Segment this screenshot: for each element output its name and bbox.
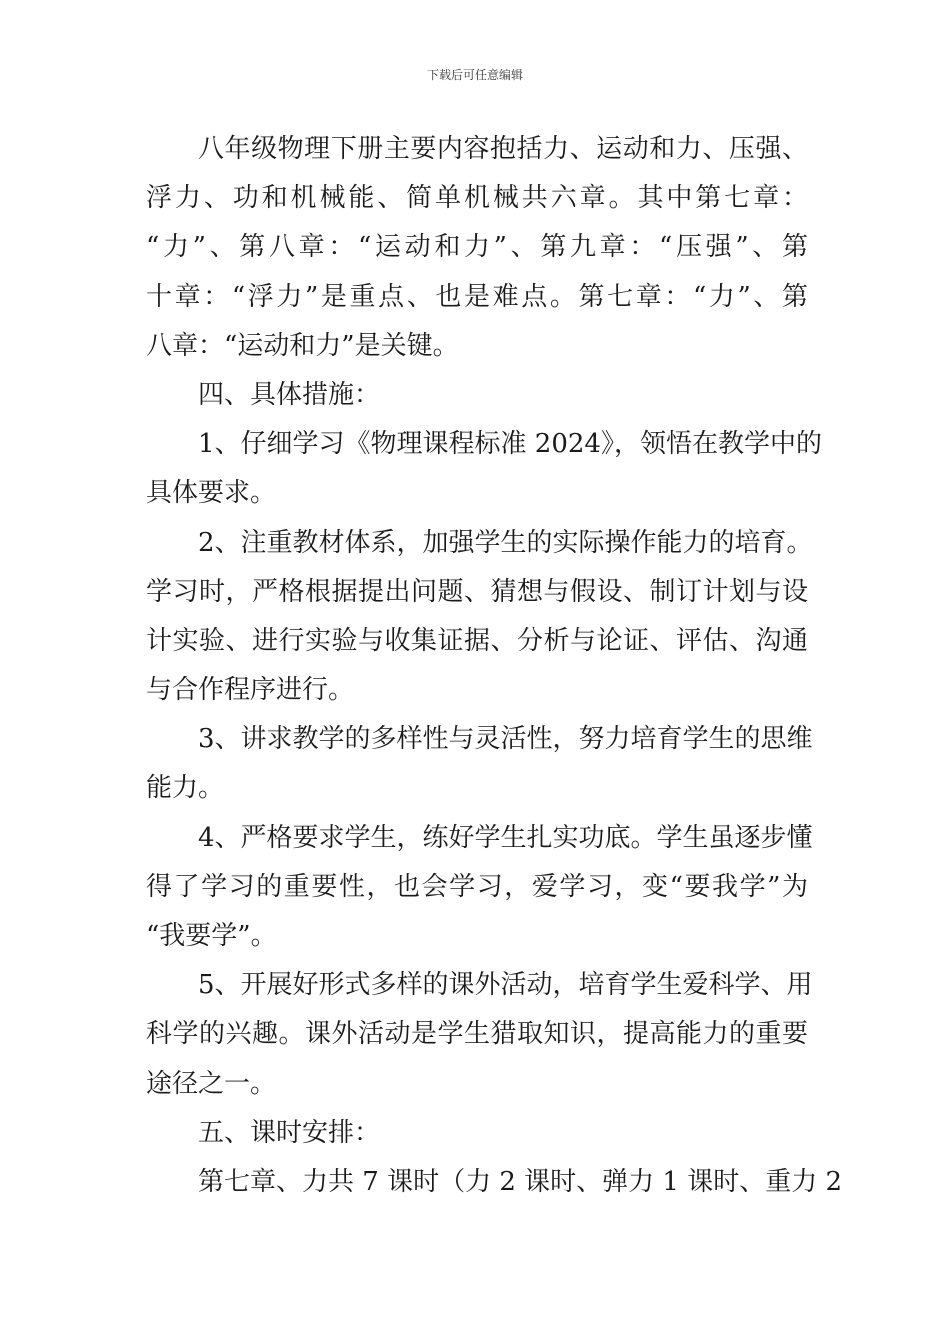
text-line: 具体要求。 [146, 478, 277, 509]
text-line: 四、具体措施： [198, 379, 381, 410]
text-line: 1、仔细学习《物理课程标准 2024》，领悟在教学中的 [198, 429, 822, 460]
text-line: 得了学习的重要性，也会学习，爱学习，变“要我学”为 [146, 871, 808, 902]
text-line: “力”、第八章：“运动和力”、第九章：“压强”、第 [146, 232, 808, 263]
text-line: 能力。 [146, 773, 225, 804]
text-line: 与合作程序进行。 [146, 675, 355, 706]
text-line: 八年级物理下册主要内容抱括力、运动和力、压强、 [198, 134, 808, 164]
text-line: 途径之一。 [146, 1068, 277, 1099]
page-header-note: 下载后可任意编辑 [426, 68, 523, 82]
text-line: 5、开展好形式多样的课外活动，培育学生爱科学、用 [198, 970, 813, 1001]
text-line: 十章：“浮力”是重点、也是难点。第七章：“力”、第 [146, 281, 808, 312]
text-line: 五、课时安排： [198, 1117, 381, 1148]
text-line: 科学的兴趣。课外活动是学生猎取知识，提高能力的重要 [146, 1019, 808, 1050]
text-line: 3、讲求教学的多样性与灵活性，努力培育学生的思维 [198, 724, 813, 755]
text-line: “我要学”。 [146, 921, 277, 951]
text-line: 第七章、力共 7 课时（力 2 课时、弹力 1 课时、重力 2 [198, 1166, 843, 1197]
text-line: 学习时，严格根据提出问题、猜想与假设、制订计划与设 [146, 576, 808, 607]
text-line: 浮力、功和机械能、简单机械共六章。其中第七章： [146, 183, 808, 214]
text-line: 八章：“运动和力”是关键。 [146, 330, 459, 361]
document-body [146, 125, 843, 1207]
text-line: 4、严格要求学生，练好学生扎实功底。学生虽逐步懂 [198, 822, 813, 853]
text-line: 计实验、进行实验与收集证据、分析与论证、评估、沟通 [146, 625, 808, 656]
text-line: 2、注重教材体系，加强学生的实际操作能力的培育。 [198, 527, 813, 558]
